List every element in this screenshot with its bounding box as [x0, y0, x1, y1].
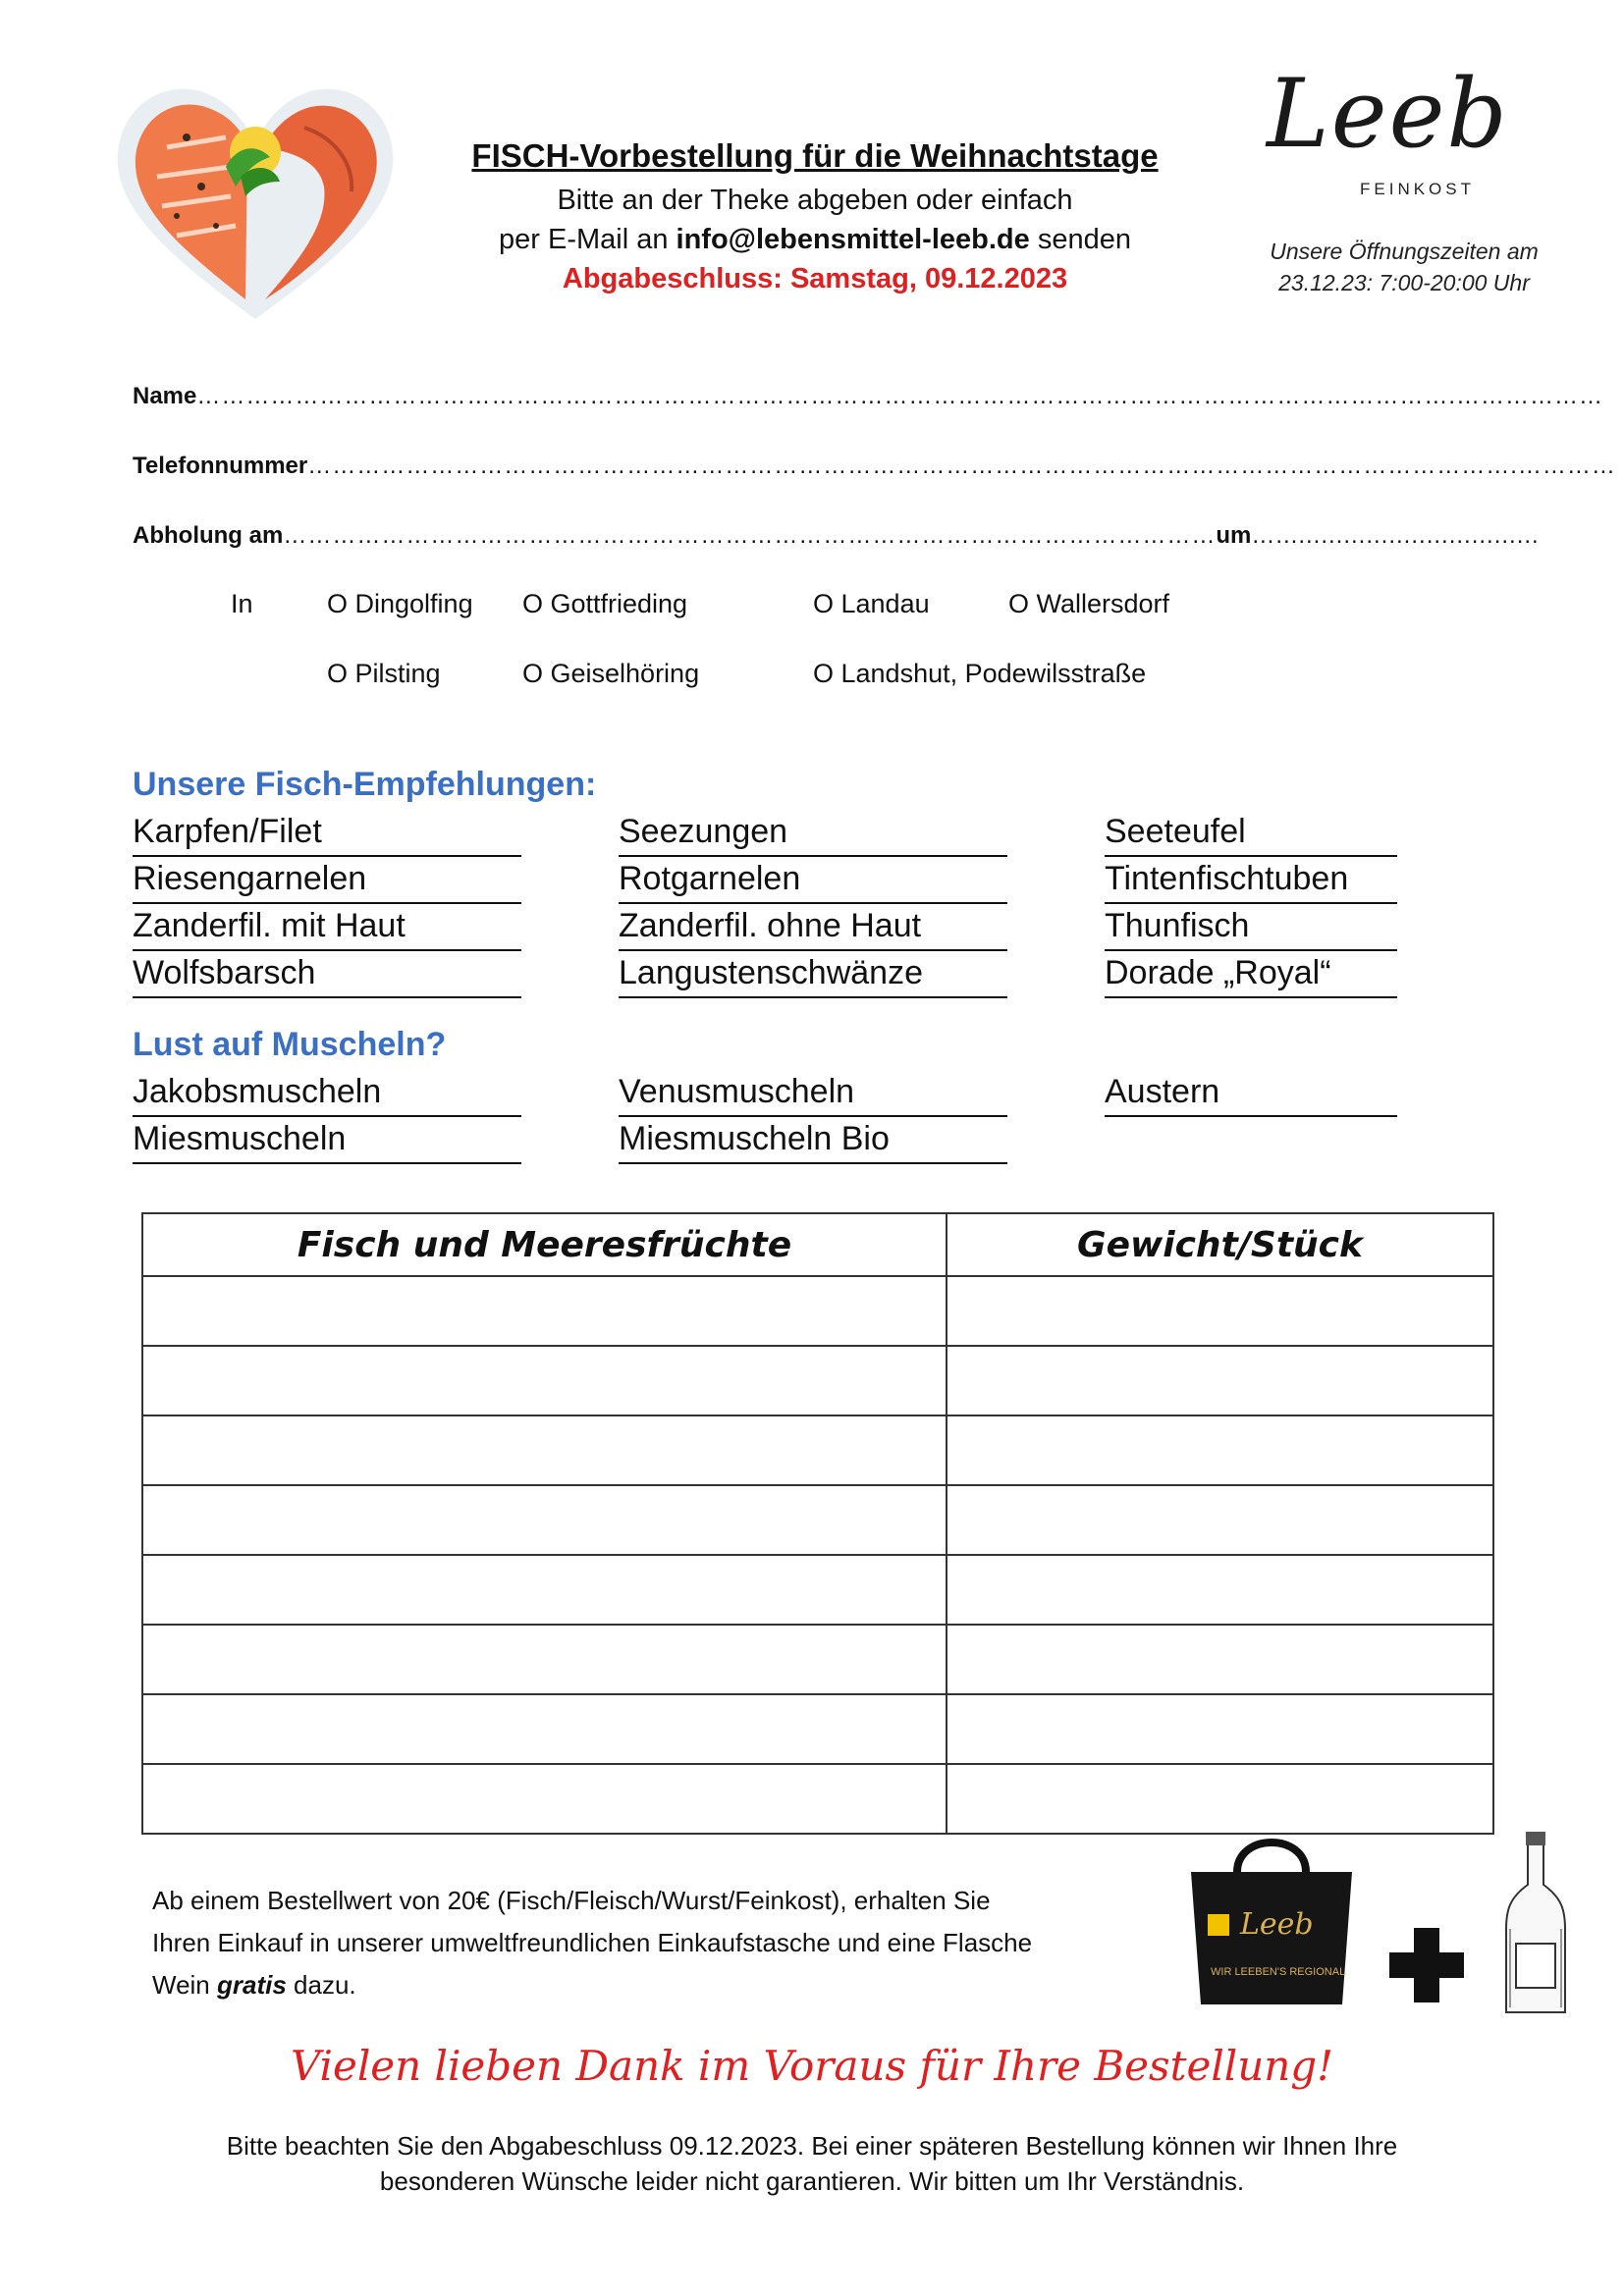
promo-line: Ab einem Bestellwert von 20€ (Fisch/Fleisch/Wurst/Feinkost), erhalten Sie — [152, 1886, 991, 1915]
fish-item: Riesengarnelen — [133, 859, 521, 904]
pickup-label: Abholung am — [133, 522, 284, 549]
column-header-product: Fisch und Meeresfrüchte — [142, 1213, 947, 1276]
fish-section-title: Unsere Fisch-Empfehlungen: — [133, 766, 597, 803]
fish-item: Tintenfischtuben — [1105, 859, 1397, 904]
mussel-item: Austern — [1105, 1072, 1397, 1117]
table-row — [142, 1764, 1493, 1834]
promo-line3-suffix: dazu. — [286, 1970, 356, 2000]
fish-item: Rotgarnelen — [619, 859, 1007, 904]
name-label: Name — [133, 383, 197, 409]
time-dots: …................................... — [1251, 522, 1540, 549]
table-row — [142, 1625, 1493, 1694]
phone-label: Telefonnummer — [133, 453, 308, 479]
mussels-section-title: Lust auf Muscheln? — [133, 1026, 447, 1063]
email-address[interactable]: info@lebensmittel-leeb.de — [676, 224, 1030, 255]
pickup-field[interactable] — [133, 522, 1540, 550]
bag-brand: Leeb — [1240, 1907, 1314, 1942]
weight-cell[interactable] — [947, 1555, 1493, 1625]
fish-item: Seezungen — [619, 812, 1007, 857]
leeb-logo: Leeb — [1267, 59, 1509, 169]
promo-gratis: gratis — [217, 1970, 287, 2000]
product-cell[interactable] — [142, 1485, 947, 1555]
fish-item: Dorade „Royal“ — [1105, 953, 1397, 998]
promo-line — [152, 1964, 1144, 2006]
footer-note — [147, 2128, 1477, 2199]
weight-cell[interactable] — [947, 1485, 1493, 1555]
name-field[interactable] — [133, 383, 1604, 410]
phone-dots: ………………………………………………………………………………………………………………………………….………… — [307, 453, 1616, 479]
mussel-item: Miesmuscheln Bio — [619, 1119, 1007, 1164]
promo-line: Ihren Einkauf in unserer umweltfreundlichen Einkaufstasche und eine Flasche — [152, 1928, 1033, 1957]
product-cell[interactable] — [142, 1276, 947, 1346]
pickup-dots: …………………………………………………………………………………………………… — [283, 522, 1217, 549]
table-row — [142, 1346, 1493, 1415]
footer-line: besonderen Wünsche leider nicht garantieren. Wir bitten um Ihr Verständnis. — [379, 2166, 1245, 2196]
mussel-item: Miesmuscheln — [133, 1119, 521, 1164]
product-cell[interactable] — [142, 1415, 947, 1485]
table-header-row — [142, 1213, 1493, 1276]
thank-you-message: Vielen lieben Dank im Voraus für Ihre Bestellung! — [290, 2042, 1334, 2090]
location-option-geiselhoering[interactable]: O Geiselhöring — [522, 659, 700, 688]
mussel-item: Venusmuscheln — [619, 1072, 1007, 1117]
fish-item: Zanderfil. ohne Haut — [619, 906, 1007, 951]
weight-cell[interactable] — [947, 1346, 1493, 1415]
product-cell[interactable] — [142, 1555, 947, 1625]
location-option-dingolfing[interactable]: O Dingolfing — [327, 589, 473, 618]
deadline-text: Abgabeschluss: Samstag, 09.12.2023 — [562, 263, 1068, 294]
logo-subtitle: FEINKOST — [1360, 180, 1476, 198]
location-option-landshut[interactable]: O Landshut, Podewilsstraße — [813, 659, 1147, 688]
promo-text — [152, 1880, 1144, 2006]
table-row — [142, 1555, 1493, 1625]
weight-cell[interactable] — [947, 1625, 1493, 1694]
email-suffix: senden — [1029, 224, 1131, 255]
fish-heart-image — [108, 69, 403, 334]
email-prefix: per E-Mail an — [499, 224, 677, 255]
fish-item: Wolfsbarsch — [133, 953, 521, 998]
product-cell[interactable] — [142, 1764, 947, 1834]
order-table — [141, 1212, 1494, 1835]
product-cell[interactable] — [142, 1625, 947, 1694]
weight-cell[interactable] — [947, 1415, 1493, 1485]
time-label: um — [1216, 522, 1252, 549]
shopping-bag-image — [1183, 1828, 1360, 2009]
table-row — [142, 1694, 1493, 1764]
phone-field[interactable] — [133, 453, 1616, 480]
weight-cell[interactable] — [947, 1276, 1493, 1346]
promo-line3-prefix: Wein — [152, 1970, 217, 2000]
location-option-gottfrieding[interactable]: O Gottfrieding — [522, 589, 688, 618]
fish-item: Seeteufel — [1105, 812, 1397, 857]
fish-item: Karpfen/Filet — [133, 812, 521, 857]
location-option-landau[interactable]: O Landau — [813, 589, 930, 618]
in-label: In — [231, 589, 253, 618]
fish-item: Langustenschwänze — [619, 953, 1007, 998]
bag-slogan: WIR LEEBEN'S REGIONAL — [1211, 1966, 1346, 1978]
mussel-item: Jakobsmuscheln — [133, 1072, 521, 1117]
location-option-wallersdorf[interactable]: O Wallersdorf — [1008, 589, 1170, 618]
plus-icon — [1387, 1926, 1466, 2004]
product-cell[interactable] — [142, 1694, 947, 1764]
opening-hours-line1: Unsere Öffnungszeiten am — [1270, 239, 1539, 264]
wine-bottle-image — [1502, 1831, 1569, 2017]
table-row — [142, 1415, 1493, 1485]
opening-hours-line2: 23.12.23: 7:00-20:00 Uhr — [1278, 270, 1530, 295]
footer-line: Bitte beachten Sie den Abgabeschluss 09.12.2023. Bei einer späteren Bestellung können wir Ihnen Ihre — [226, 2131, 1398, 2161]
table-row — [142, 1485, 1493, 1555]
product-cell[interactable] — [142, 1346, 947, 1415]
fish-item: Zanderfil. mit Haut — [133, 906, 521, 951]
name-dots: ……………………………………………………………………………………………………………………………………….……………… — [196, 383, 1604, 409]
column-header-weight: Gewicht/Stück — [947, 1213, 1493, 1276]
weight-cell[interactable] — [947, 1694, 1493, 1764]
page-title: FISCH-Vorbestellung für die Weihnachtstage — [471, 137, 1159, 174]
instruction-line: Bitte an der Theke abgeben oder einfach — [557, 185, 1073, 216]
location-option-pilsting[interactable]: O Pilsting — [327, 659, 441, 688]
fish-item: Thunfisch — [1105, 906, 1397, 951]
weight-cell[interactable] — [947, 1764, 1493, 1834]
table-row — [142, 1276, 1493, 1346]
email-line — [412, 224, 1218, 256]
